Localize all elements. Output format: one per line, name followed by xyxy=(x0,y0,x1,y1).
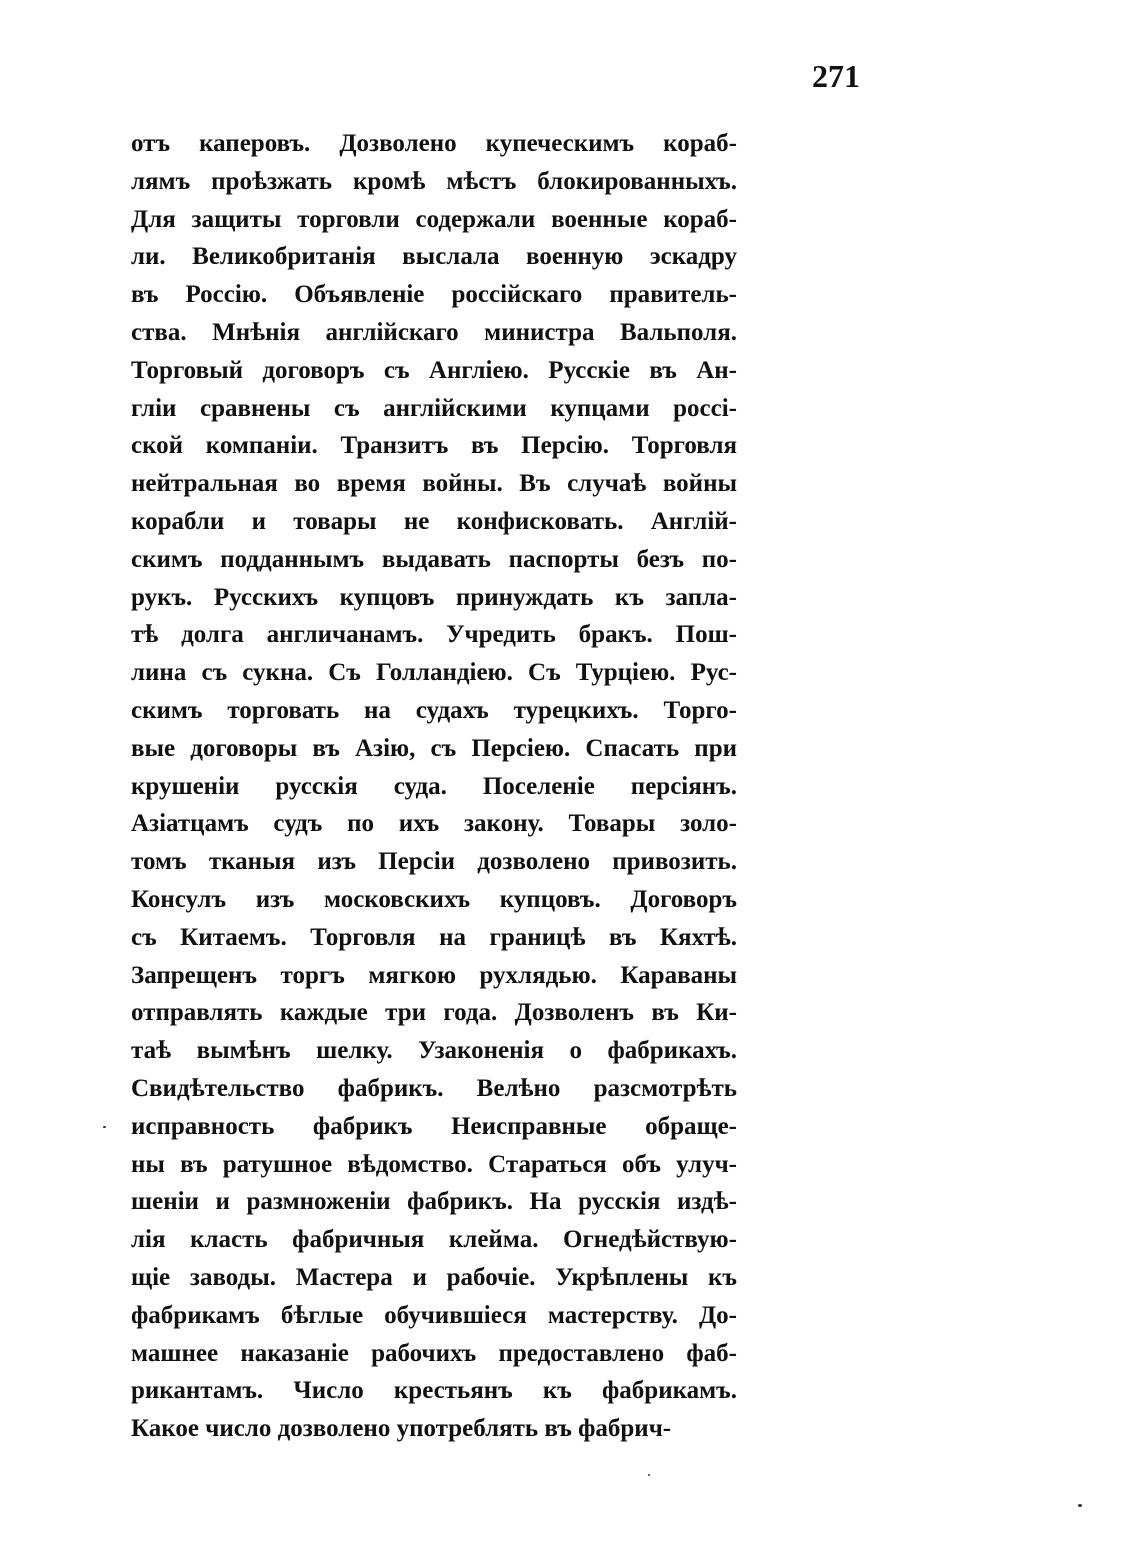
text-line: съ Китаемъ. Торговля на границѣ въ Кяхтѣ. xyxy=(131,923,737,951)
text-line: Свидѣтельство фабрикъ. Велѣно разсмотрѣть xyxy=(131,1074,737,1102)
text-line: Какое число дозволено употреблять въ фабрич- xyxy=(131,1415,672,1443)
text-line: исправность фабрикъ Неисправные обращe- xyxy=(131,1112,737,1140)
scan-speck xyxy=(1078,1504,1082,1507)
text-line: корабли и товары не конфисковать. Англій- xyxy=(131,507,737,535)
text-line: Консулъ изъ московскихъ купцовъ. Договоръ xyxy=(131,885,737,913)
text-line: ны въ ратушное вѣдомство. Стараться объ улуч- xyxy=(131,1150,737,1178)
text-line: лина съ сукна. Съ Голландіею. Съ Турціею. Рус- xyxy=(131,659,737,687)
text-line: скимъ подданнымъ выдавать паспорты безъ по- xyxy=(131,545,737,573)
scan-speck xyxy=(648,1474,650,1476)
text-line: шеніи и размноженіи фабрикъ. На русскія издѣ- xyxy=(131,1188,737,1216)
text-line: рукъ. Русскихъ купцовъ принуждать къ запла- xyxy=(131,583,737,611)
text-line: томъ тканыя изъ Персіи дозволено привозить. xyxy=(131,848,737,876)
text-line: щіе заводы. Мастера и рабочіе. Укрѣплены къ xyxy=(131,1263,737,1291)
text-line: фабрикамъ бѣглые обучившіеся мастерству. До- xyxy=(131,1301,737,1329)
text-line: отъ каперовъ. Дозволено купеческимъ кораб- xyxy=(131,130,737,157)
text-line: нейтральная во время войны. Въ случаѣ войны xyxy=(131,470,737,498)
text-line: Запрещенъ торгъ мягкою рухлядью. Караваны xyxy=(131,961,737,989)
text-line: вые договоры въ Азію, съ Персіею. Спасать при xyxy=(131,734,737,762)
page-number: 271 xyxy=(812,58,860,94)
text-line: гліи сравнены съ англійскими купцами россі- xyxy=(131,394,737,422)
text-line: лямъ проѣзжать кромѣ мѣстъ блокированныхъ. xyxy=(131,167,737,195)
text-line: Торговый договоръ съ Англіею. Русскіе въ Ан- xyxy=(131,356,737,384)
body-text xyxy=(131,125,737,1448)
text-line: ской компаніи. Транзитъ въ Персію. Торговля xyxy=(131,432,737,460)
text-line: ства. Мнѣнія англійскаго министра Вальполя. xyxy=(131,318,737,346)
text-line: въ Россію. Объявленіе россійскаго правитель- xyxy=(131,281,737,309)
scan-speck xyxy=(103,1126,106,1128)
text-line: крушеніи русскія суда. Поселеніе персіянъ. xyxy=(131,772,737,800)
text-line: отправлять каждые три года. Дозволенъ въ Ки- xyxy=(131,999,737,1027)
text-line: ли. Великобританія выслала военную эскадру xyxy=(131,243,737,271)
text-line: тѣ долга англичанамъ. Учредить бракъ. Пош- xyxy=(131,621,737,649)
text-line: скимъ торговать на судахъ турецкихъ. Торго- xyxy=(131,696,737,724)
text-line: лія класть фабричныя клейма. Огнедѣйствую- xyxy=(131,1226,737,1254)
text-line: машнее наказаніе рабочихъ предоставлено фаб- xyxy=(131,1339,737,1367)
text-line: таѣ вымѣнъ шелку. Узаконенія о фабрикахъ. xyxy=(131,1037,737,1065)
text-line: Азіатцамъ судъ по ихъ закону. Товары золо- xyxy=(131,810,737,838)
text-line: Для защиты торговли содержали военные кораб- xyxy=(131,205,737,233)
text-line: рикантамъ. Число крестьянъ къ фабрикамъ. xyxy=(131,1377,737,1405)
